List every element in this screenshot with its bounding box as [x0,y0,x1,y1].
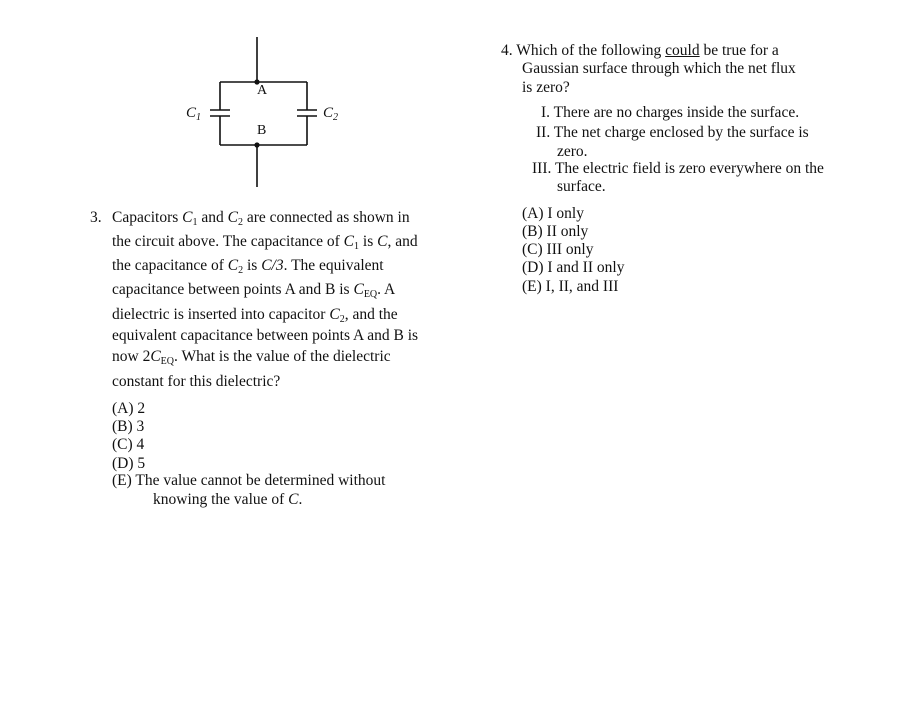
q3-choice-e-line1: (E) The value cannot be determined without [112,472,386,489]
q4-choice-a: (A) I only [522,205,584,222]
q3-line-2: the circuit above. The capacitance of $C_1$ is C, and [112,233,418,252]
q4-choice-d: (D) I and II only [522,259,625,276]
c1-label: $C_1$ [186,105,202,123]
q4-choice-c: (C) III only [522,241,594,258]
q3-line-8: constant for this dielectric? [112,373,281,390]
q3-choice-b: (B) 3 [112,418,145,435]
q4-statement-3-cont: surface. [557,178,606,195]
q4-choice-b: (B) II only [522,223,589,240]
q3-line-6: equivalent capacitance between points A and B is [112,327,419,344]
q3-choice-c: (C) 4 [112,436,145,453]
q3-number: 3. [90,209,102,226]
node-a-label: A [257,83,268,98]
q3-line-1: Capacitors $C_1$ and $C_2$ are connected as shown in [112,209,410,228]
q3-line-4: capacitance between points A and B is $C_{EQ}$. A [112,281,396,300]
q4-choice-e: (E) I, II, and III [522,278,619,295]
q4-statement-2-cont: zero. [557,143,588,160]
q3-line-5: dielectric is inserted into capacitor $C_2$, and the [112,306,398,325]
node-b-dot [254,142,259,147]
c2-label: $C_2$ [323,105,339,123]
q3-choice-a: (A) 2 [112,400,146,417]
q4-statement-2: II. The net charge enclosed by the surface is [536,124,809,141]
circuit-diagram [180,35,350,190]
q4-statement-1: I. There are no charges inside the surface. [541,104,800,121]
q4-statement-3: III. The electric field is zero everywhere on the [532,160,824,177]
q4-line-1: 4. Which of the following could be true for a [501,42,779,59]
q4-line-2: Gaussian surface through which the net flux [522,60,796,77]
q3-line-3: the capacitance of $C_2$ is C/3. The equivalent [112,257,384,276]
q3-line-7: now $2C_{EQ}$. What is the value of the dielectric [112,348,391,367]
q4-line-3: is zero? [522,79,570,96]
node-b-label: B [257,123,267,138]
q3-choice-d: (D) 5 [112,455,146,472]
q3-choice-e-line2: knowing the value of C. [153,491,303,508]
